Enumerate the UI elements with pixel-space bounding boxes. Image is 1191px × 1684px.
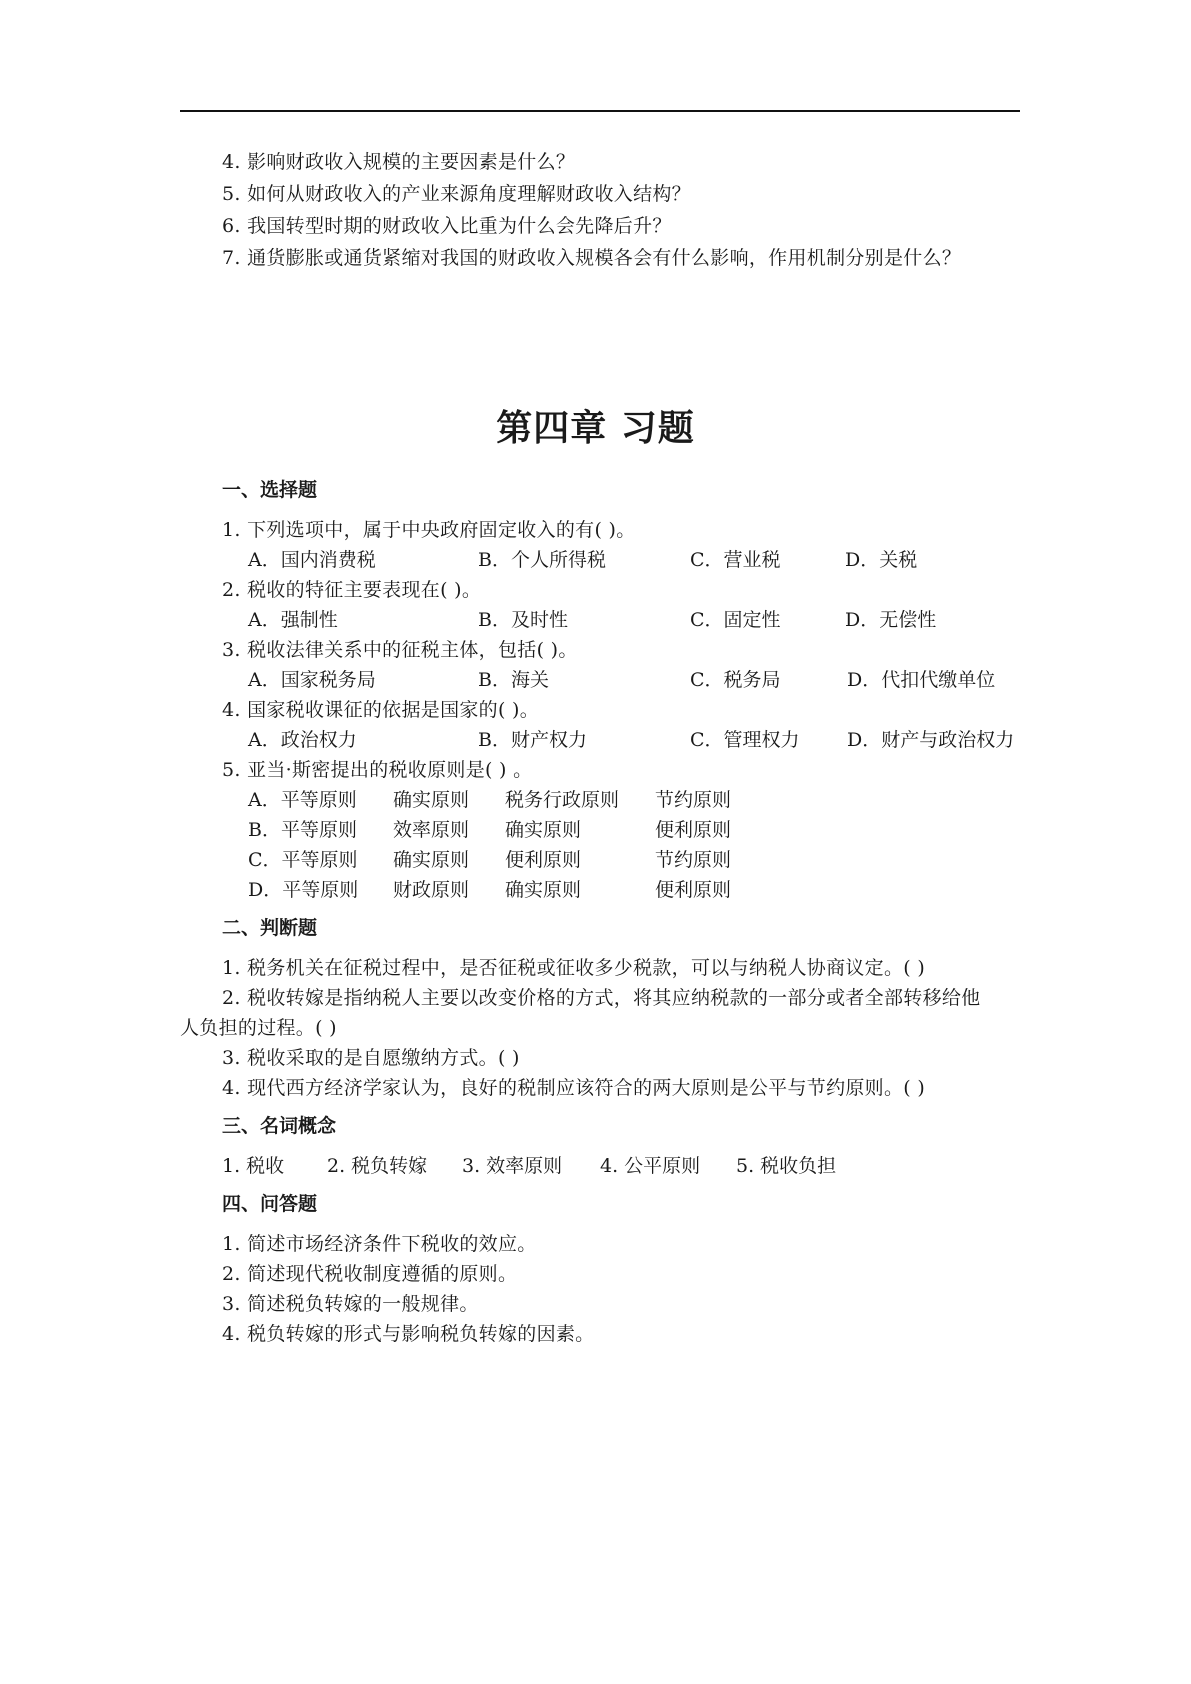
choice-4-option-b: B．财产权力 <box>478 729 587 751</box>
choice-3-option-b: B．海关 <box>478 669 549 691</box>
choice-5-option-a-4: 节约原则 <box>655 789 732 811</box>
choice-5-option-a-1: A．平等原则 <box>248 789 357 811</box>
judgement-2-line-1: 2. 税收转嫁是指纳税人主要以改变价格的方式，将其应纳税款的一部分或者全部转移给他 <box>222 987 981 1009</box>
choice-1-option-a: A．国内消费税 <box>248 549 376 571</box>
term-3: 3. 效率原则 <box>462 1155 563 1177</box>
choice-4-option-d: D．财产与政治权力 <box>847 729 1015 751</box>
choice-2-option-d: D．无偿性 <box>845 609 937 631</box>
prev-question-4: 4. 影响财政收入规模的主要因素是什么？ <box>222 151 576 173</box>
term-1: 1. 税收 <box>222 1155 285 1177</box>
choice-question-3: 3. 税收法律关系中的征税主体，包括( )。 <box>222 639 578 661</box>
choice-2-option-c: C．固定性 <box>690 609 781 631</box>
judgement-2-line-2: 人负担的过程。( ) <box>180 1017 337 1039</box>
section-judgement-heading: 二、判断题 <box>222 917 318 939</box>
choice-5-option-d-1: D．平等原则 <box>248 879 359 901</box>
chapter-title: 第四章 习题 <box>496 408 695 449</box>
section-choice-heading: 一、选择题 <box>222 479 318 501</box>
choice-5-option-c-1: C．平等原则 <box>248 849 358 871</box>
choice-5-option-b-1: B．平等原则 <box>248 819 357 841</box>
choice-3-option-c: C．税务局 <box>690 669 781 691</box>
choice-5-option-d-2: 财政原则 <box>393 879 470 901</box>
choice-1-option-b: B．个人所得税 <box>478 549 606 571</box>
choice-5-option-b-2: 效率原则 <box>393 819 470 841</box>
choice-2-option-a: A．强制性 <box>248 609 338 631</box>
qa-item-3: 3. 简述税负转嫁的一般规律。 <box>222 1293 479 1315</box>
choice-5-option-c-2: 确实原则 <box>393 849 470 871</box>
section-qa-heading: 四、问答题 <box>222 1193 318 1215</box>
choice-1-option-c: C．营业税 <box>690 549 781 571</box>
choice-question-4: 4. 国家税收课征的依据是国家的( )。 <box>222 699 540 721</box>
choice-2-option-b: B．及时性 <box>478 609 568 631</box>
term-2: 2. 税负转嫁 <box>327 1155 428 1177</box>
judgement-3: 3. 税收采取的是自愿缴纳方式。( ) <box>222 1047 520 1069</box>
qa-item-1: 1. 简述市场经济条件下税收的效应。 <box>222 1233 537 1255</box>
choice-5-option-b-3: 确实原则 <box>505 819 582 841</box>
choice-5-option-c-4: 节约原则 <box>655 849 732 871</box>
prev-question-5: 5. 如何从财政收入的产业来源角度理解财政收入结构？ <box>222 183 691 205</box>
term-4: 4. 公平原则 <box>600 1155 701 1177</box>
choice-4-option-c: C．管理权力 <box>690 729 800 751</box>
choice-5-option-b-4: 便利原则 <box>655 819 732 841</box>
qa-item-4: 4. 税负转嫁的形式与影响税负转嫁的因素。 <box>222 1323 595 1345</box>
choice-5-option-a-3: 税务行政原则 <box>505 789 620 811</box>
term-5: 5. 税收负担 <box>736 1155 837 1177</box>
qa-item-2: 2. 简述现代税收制度遵循的原则。 <box>222 1263 518 1285</box>
judgement-1: 1. 税务机关在征税过程中，是否征税或征收多少税款，可以与纳税人协商议定。( ) <box>222 957 926 979</box>
choice-question-5: 5. 亚当·斯密提出的税收原则是( ) 。 <box>222 759 533 781</box>
choice-5-option-c-3: 便利原则 <box>505 849 582 871</box>
choice-question-2: 2. 税收的特征主要表现在( )。 <box>222 579 482 601</box>
choice-5-option-a-2: 确实原则 <box>393 789 470 811</box>
judgement-4: 4. 现代西方经济学家认为，良好的税制应该符合的两大原则是公平与节约原则。( ) <box>222 1077 926 1099</box>
choice-5-option-d-4: 便利原则 <box>655 879 732 901</box>
choice-question-1: 1. 下列选项中，属于中央政府固定收入的有( )。 <box>222 519 636 541</box>
section-terms-heading: 三、名词概念 <box>222 1115 337 1137</box>
prev-question-7: 7. 通货膨胀或通货紧缩对我国的财政收入规模各会有什么影响，作用机制分别是什么？ <box>222 247 962 269</box>
prev-question-6: 6. 我国转型时期的财政收入比重为什么会先降后升？ <box>222 215 672 237</box>
header-rule <box>180 110 1020 112</box>
choice-5-option-d-3: 确实原则 <box>505 879 582 901</box>
choice-4-option-a: A．政治权力 <box>248 729 357 751</box>
choice-3-option-a: A．国家税务局 <box>248 669 376 691</box>
choice-3-option-d: D．代扣代缴单位 <box>847 669 996 691</box>
choice-1-option-d: D．关税 <box>845 549 918 571</box>
